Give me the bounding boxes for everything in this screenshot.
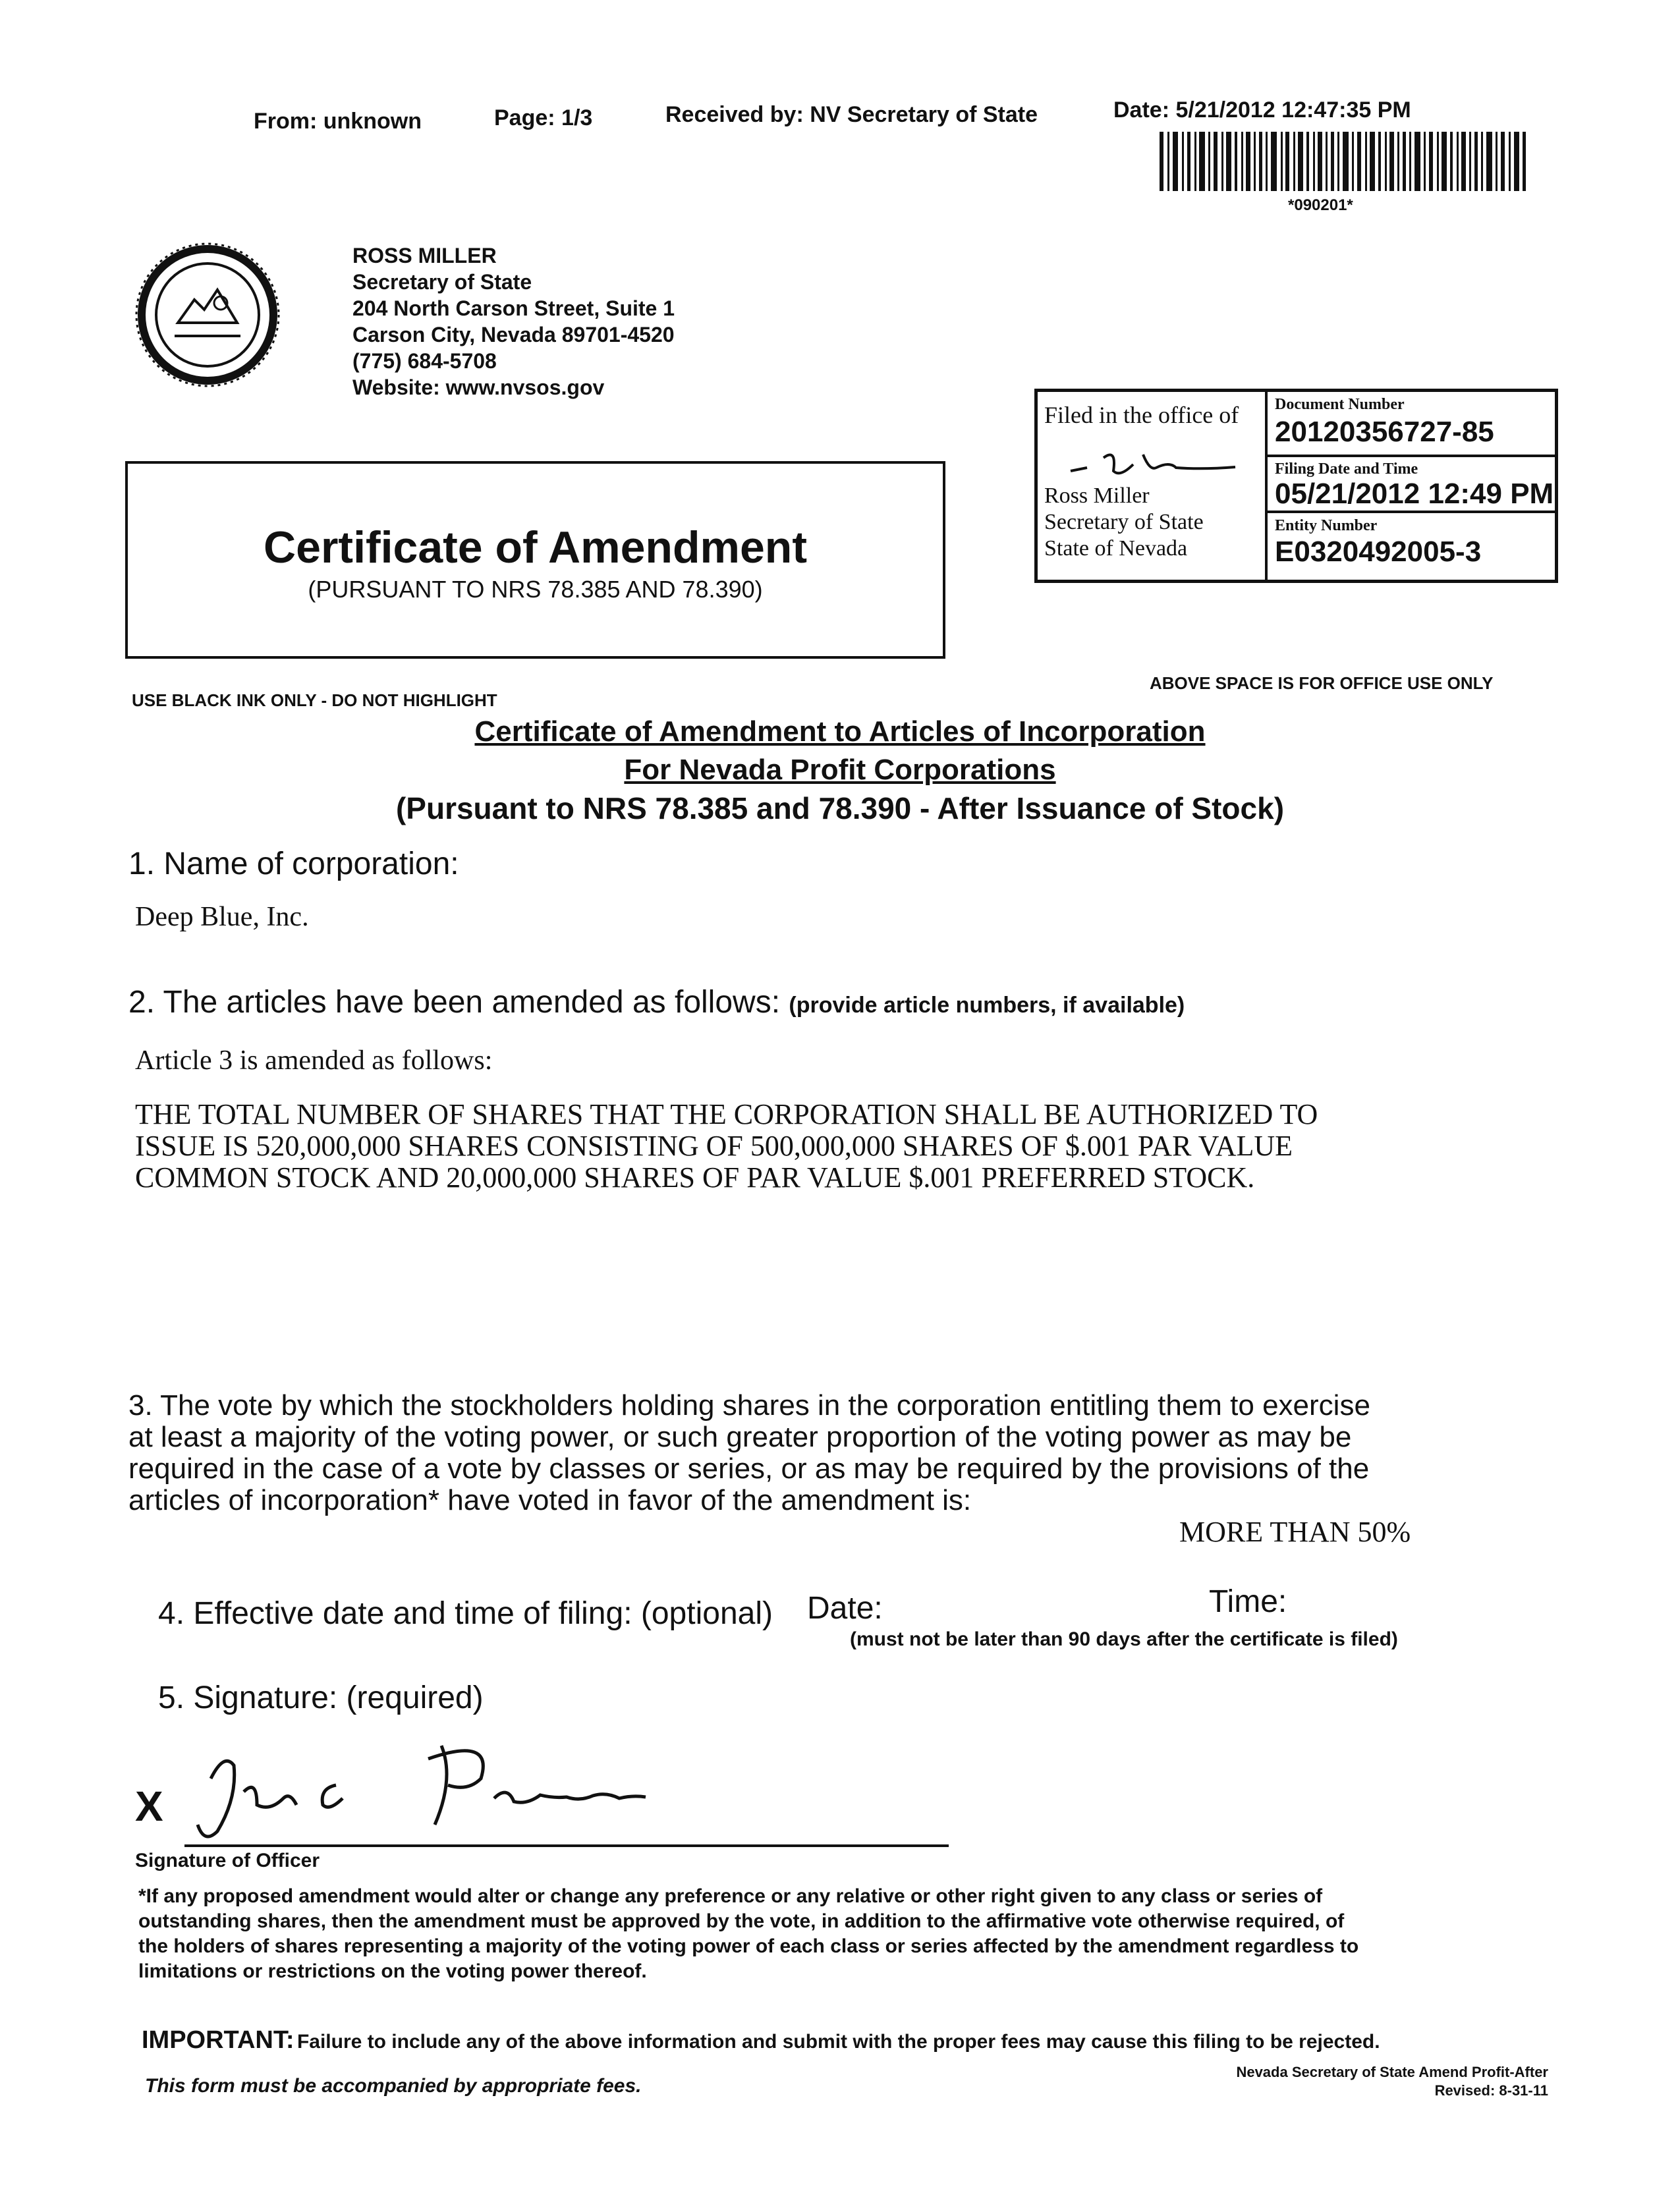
item2-label: The articles have been amended as follows: bbox=[163, 985, 781, 1020]
fax-from: From: unknown bbox=[254, 109, 422, 134]
item1-number: 1. bbox=[128, 846, 155, 881]
amendment-line1: THE TOTAL NUMBER OF SHARES THAT THE CORPORATION SHALL BE AUTHORIZED TO bbox=[135, 1098, 1318, 1130]
barcode bbox=[1160, 132, 1528, 191]
item4-label: 4. Effective date and time of filing: (optional) bbox=[158, 1596, 773, 1631]
heading-line3: (Pursuant to NRS 78.385 and 78.390 - After Issuance of Stock) bbox=[395, 791, 1285, 825]
footnote-line2: outstanding shares, then the amendment must be approved by the vote, in addition to the affirmative vote otherwise required, of bbox=[138, 1910, 1345, 1932]
entity-number-label: Entity Number bbox=[1275, 517, 1378, 534]
sos-address1: 204 North Carson Street, Suite 1 bbox=[352, 296, 675, 320]
sos-title: Secretary of State bbox=[352, 270, 532, 294]
fax-page: Page: 1/3 bbox=[494, 105, 593, 130]
fax-received: Received by: NV Secretary of State bbox=[665, 102, 1038, 127]
sos-phone: (775) 684-5708 bbox=[352, 349, 497, 373]
title-text: Certificate of Amendment bbox=[264, 522, 807, 572]
filing-name: Ross Miller bbox=[1044, 484, 1150, 508]
signature-of-officer-label: Signature of Officer bbox=[135, 1850, 320, 1871]
amendment-line2: ISSUE IS 520,000,000 SHARES CONSISTING OF 500,000,000 SHARES OF $.001 PAR VALUE bbox=[135, 1130, 1293, 1162]
state-seal-icon bbox=[122, 237, 293, 389]
item3-line4: articles of incorporation* have voted in favor of the amendment is: bbox=[128, 1484, 972, 1516]
filing-box bbox=[1034, 389, 1558, 583]
doc-number-label: Document Number bbox=[1275, 396, 1405, 413]
ink-note: USE BLACK INK ONLY - DO NOT HIGHLIGHT bbox=[132, 690, 497, 710]
heading-line2: For Nevada Profit Corporations bbox=[624, 754, 1056, 786]
filing-date-label: Filing Date and Time bbox=[1275, 460, 1418, 478]
signature-x: X bbox=[135, 1783, 163, 1830]
sos-address2: Carson City, Nevada 89701-4520 bbox=[352, 323, 675, 346]
item2-hint: (provide article numbers, if available) bbox=[789, 993, 1185, 1018]
footnote-line1: *If any proposed amendment would alter or change any preference or any relative or other right given to any class or series of bbox=[138, 1885, 1323, 1907]
corporation-name: Deep Blue, Inc. bbox=[135, 902, 309, 932]
item5-label: 5. Signature: (required) bbox=[158, 1680, 484, 1715]
sos-name: ROSS MILLER bbox=[352, 244, 497, 267]
office-use-note: ABOVE SPACE IS FOR OFFICE USE ONLY bbox=[1150, 673, 1494, 693]
barcode-number: *090201* bbox=[1288, 196, 1353, 214]
heading-line1: Certificate of Amendment to Articles of Incorporation bbox=[474, 715, 1206, 748]
item2-number: 2. bbox=[128, 985, 155, 1020]
title-subtitle: (PURSUANT TO NRS 78.385 AND 78.390) bbox=[308, 576, 763, 603]
filing-signature bbox=[1057, 445, 1242, 484]
sos-website: Website: www.nvsos.gov bbox=[352, 375, 605, 399]
form-revised: Revised: 8-31-11 bbox=[1434, 2082, 1548, 2099]
article-label: Article 3 is amended as follows: bbox=[135, 1045, 493, 1076]
item1-label: Name of corporation: bbox=[163, 846, 459, 881]
vote-result: MORE THAN 50% bbox=[1179, 1516, 1411, 1548]
amendment-line3: COMMON STOCK AND 20,000,000 SHARES OF PAR VALUE $.001 PREFERRED STOCK. bbox=[135, 1161, 1255, 1194]
entity-number: E0320492005-3 bbox=[1275, 536, 1482, 568]
fees-note: This form must be accompanied by appropriate fees. bbox=[145, 2075, 642, 2097]
effective-date-label: Date: bbox=[807, 1591, 883, 1626]
filing-date: 05/21/2012 12:49 PM bbox=[1275, 478, 1554, 510]
effective-note: (must not be later than 90 days after the certificate is filed) bbox=[850, 1628, 1398, 1650]
footnote-line4: limitations or restrictions on the voting power thereof. bbox=[138, 1960, 647, 1982]
important-label: IMPORTANT: bbox=[142, 2026, 294, 2054]
important-text: Failure to include any of the above information and submit with the proper fees may cause this filing to be rejected. bbox=[296, 2031, 1380, 2053]
officer-signature bbox=[184, 1739, 698, 1851]
title-box bbox=[125, 461, 945, 659]
form-name: Nevada Secretary of State Amend Profit-After bbox=[1236, 2064, 1548, 2080]
filing-state: State of Nevada bbox=[1044, 536, 1188, 561]
item3-number: 3. bbox=[128, 1389, 153, 1422]
fax-date: Date: 5/21/2012 12:47:35 PM bbox=[1113, 97, 1411, 123]
doc-number: 20120356727-85 bbox=[1275, 416, 1494, 448]
item3-line3: required in the case of a vote by classes or series, or as may be required by the provisions of the bbox=[128, 1452, 1370, 1485]
signature-line bbox=[184, 1844, 949, 1847]
item3-line2: at least a majority of the voting power, or such greater proportion of the voting power as may be bbox=[128, 1421, 1352, 1453]
effective-time-label: Time: bbox=[1209, 1584, 1287, 1619]
filing-title: Secretary of State bbox=[1044, 510, 1204, 534]
footnote-line3: the holders of shares representing a majority of the voting power of each class or series affected by the amendment regardless to bbox=[138, 1935, 1359, 1957]
filed-in-office: Filed in the office of bbox=[1044, 402, 1239, 428]
item3-line1: The vote by which the stockholders holding shares in the corporation entitling them to exercise bbox=[160, 1389, 1370, 1422]
